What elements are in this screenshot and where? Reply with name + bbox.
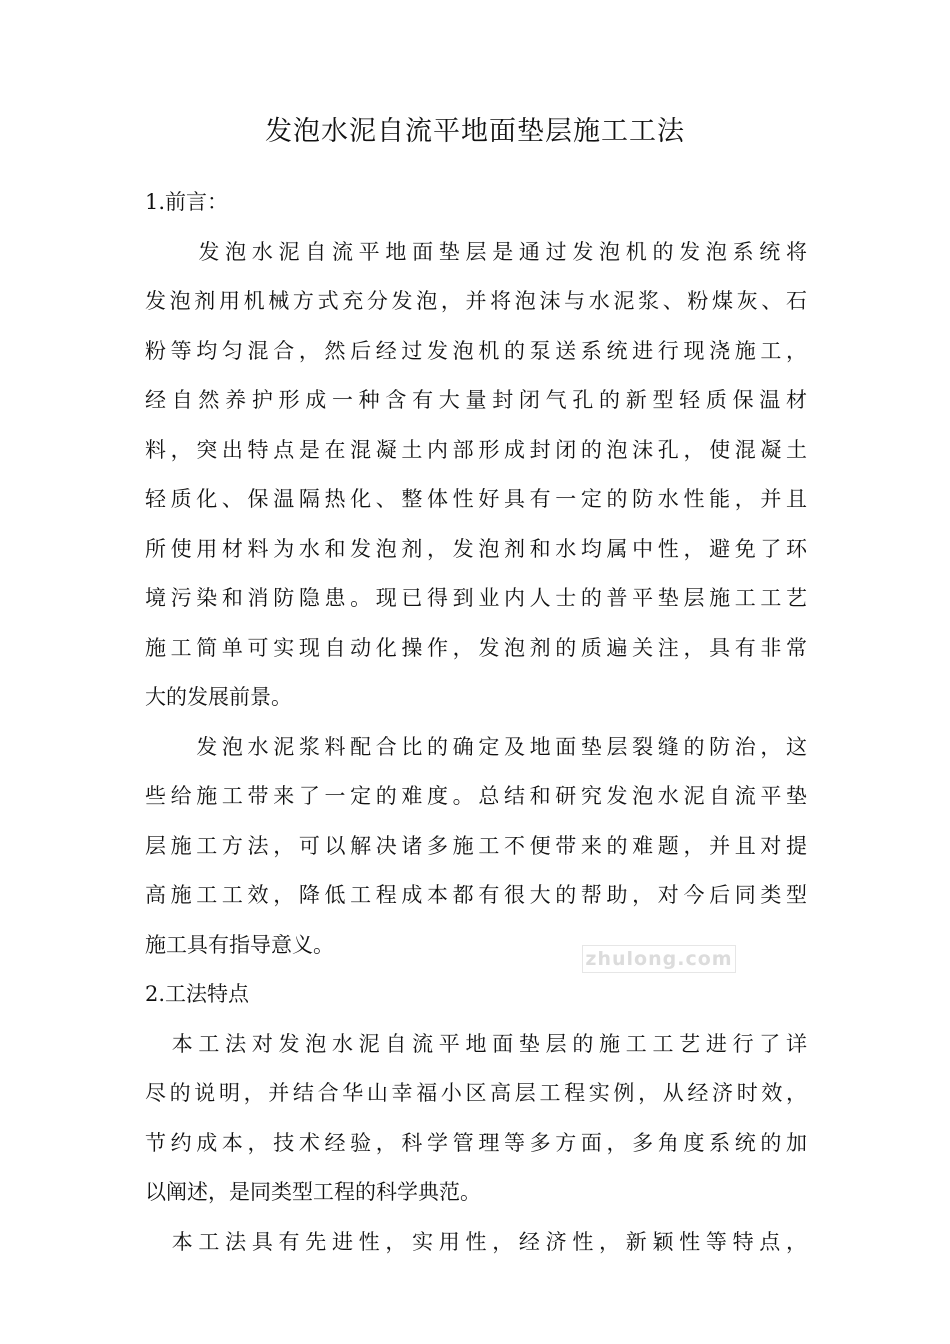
document-body (145, 186, 807, 1275)
text-line: 大的发展前景。 (145, 685, 292, 709)
text-line: 料，突出特点是在混凝土内部形成封闭的泡沫孔，使混凝土 (145, 437, 807, 462)
text-line: 层施工方法，可以解决诸多施工不便带来的难题，并且对提 (145, 833, 807, 858)
watermark: zhulong.com (582, 945, 736, 973)
text-line: 轻质化、保温隔热化、整体性好具有一定的防水性能，并且 (145, 487, 807, 511)
text-line: 些给施工带来了一定的难度。总结和研究发泡水泥自流平垫 (145, 784, 807, 808)
text-line: 节约成本，技术经验，科学管理等多方面，多角度系统的加 (145, 1130, 807, 1155)
text-line: 发泡水泥浆料配合比的确定及地面垫层裂缝的防治，这 (145, 734, 807, 759)
text-line: 所使用材料为水和发泡剂，发泡剂和水均属中性，避免了环 (145, 536, 807, 561)
document-title: 发泡水泥自流平地面垫层施工工法 (265, 116, 685, 147)
section-heading: 2.工法特点 (145, 982, 250, 1006)
text-line: 粉等均匀混合，然后经过发泡机的泵送系统进行现浇施工， (145, 338, 807, 363)
section-heading: 1.前言： (145, 190, 229, 214)
text-line: 发泡剂用机械方式充分发泡，并将泡沫与水泥浆、粉煤灰、石 (145, 289, 807, 313)
text-line: 境污染和消防隐患。现已得到业内人士的普平垫层施工工艺 (145, 586, 807, 610)
text-line: 以阐述，是同类型工程的科学典范。 (145, 1180, 481, 1204)
text-line: 本工法对发泡水泥自流平地面垫层的施工工艺进行了详 (145, 1031, 807, 1056)
text-line: 施工具有指导意义。 (145, 932, 334, 957)
text-line: 尽的说明，并结合华山幸福小区高层工程实例，从经济时效， (145, 1081, 807, 1105)
text-line: 施工简单可实现自动化操作，发泡剂的质遍关注，具有非常 (145, 635, 807, 660)
text-line: 本工法具有先进性，实用性，经济性，新颖性等特点， (145, 1229, 807, 1254)
text-line: 经自然养护形成一种含有大量封闭气孔的新型轻质保温材 (145, 388, 807, 412)
text-line: 高施工工效，降低工程成本都有很大的帮助，对今后同类型 (145, 883, 807, 907)
text-line: 发泡水泥自流平地面垫层是通过发泡机的发泡系统将 (145, 239, 807, 264)
